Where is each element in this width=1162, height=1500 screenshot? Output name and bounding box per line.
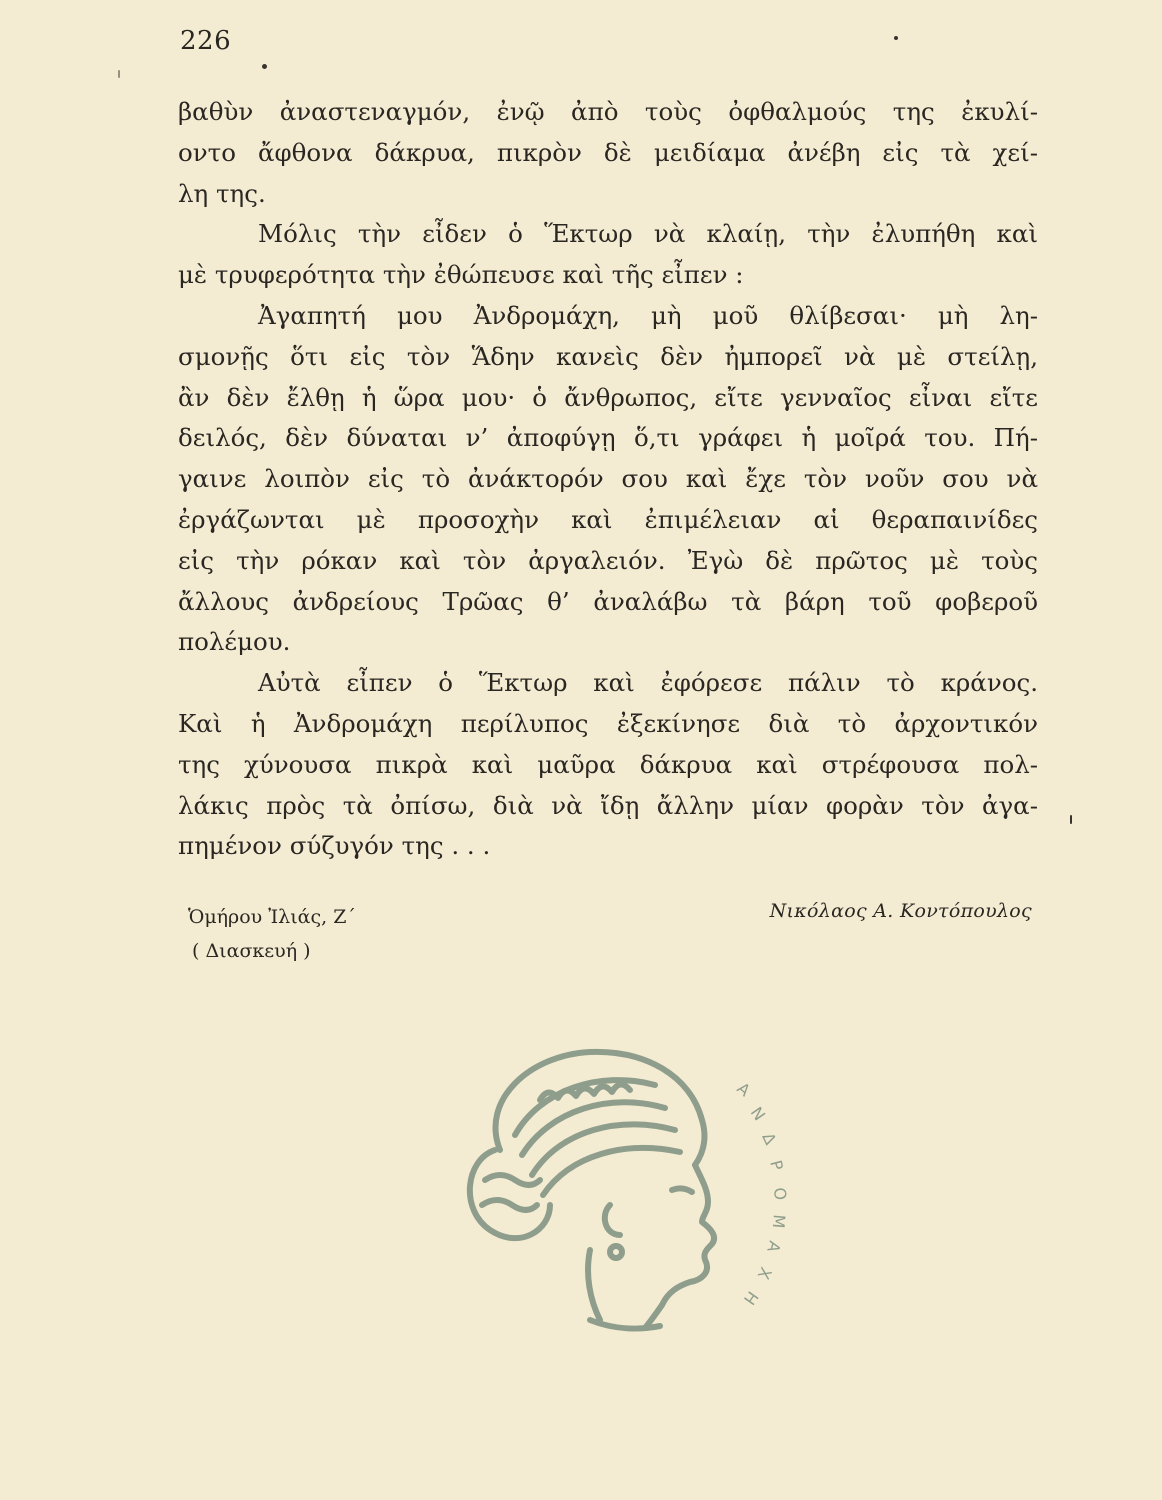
ink-speck (1070, 815, 1072, 824)
text-line: πημένον σύζυγόν της . . . (178, 831, 491, 861)
text-line: λη της. (178, 178, 266, 208)
ink-speck (894, 36, 898, 40)
text-line: σμονῇς ὅτι εἰς τὸν Ἅδην κανεὶς δὲν ἠμπορεῖ νὰ μὲ στείλῃ, (178, 341, 1038, 371)
andromache-profile-illustration (440, 1030, 800, 1340)
text-line: ἐργάζωνται μὲ προσοχὴν καὶ ἐπιμέλειαν αἱ θεραπαινίδες (178, 504, 1038, 534)
text-line: γαινε λοιπὸν εἰς τὸ ἀνάκτορόν σου καὶ ἔχε τὸν νοῦν σου νὰ (178, 464, 1038, 494)
text-line: πολέμου. (178, 627, 291, 657)
svg-text:Ν: Ν (746, 1103, 770, 1125)
text-line: Ἀγαπητή μου Ἀνδρομάχη, μὴ μοῦ θλίβεσαι· μὴ λη- (258, 300, 1038, 330)
svg-text:Α: Α (733, 1078, 755, 1101)
text-line: λάκις πρὸς τὰ ὀπίσω, διὰ νὰ ἴδῃ ἄλλην μίαν φορὰν τὸν ἀγα- (178, 790, 1038, 820)
text-line: ἄλλους ἀνδρείους Τρῶας θ’ ἀναλάβω τὰ βάρη τοῦ φοβεροῦ (178, 586, 1038, 616)
text-line: δειλός, δὲν δύναται ν’ ἀποφύγῃ ὅ,τι γράφει ἡ μοῖρά του. Πή- (178, 423, 1038, 453)
text-line: Αὐτὰ εἶπεν ὁ Ἕκτωρ καὶ ἐφόρεσε πάλιν τὸ κράνος. (258, 668, 1038, 698)
svg-text:Χ: Χ (753, 1264, 776, 1283)
face-profile (662, 1165, 714, 1305)
text-line: ἂν δὲν ἔλθῃ ἡ ὥρα μου· ὁ ἄνθρωπος, εἴτε γενναῖος εἶναι εἴτε (178, 382, 1038, 412)
text-line: οντο ἄφθονα δάκρυα, πικρὸν δὲ μειδίαμα ἀνέβη εἰς τὰ χεί- (178, 137, 1038, 167)
svg-text:Ρ: Ρ (766, 1158, 787, 1173)
ink-speck (118, 70, 120, 78)
svg-text:Η: Η (739, 1287, 763, 1309)
svg-text:Ο: Ο (770, 1186, 791, 1201)
svg-text:Μ: Μ (768, 1213, 789, 1230)
text-line: βαθὺν ἀναστεναγμόν, ἐνῷ ἀπὸ τοὺς ὀφθαλμούς της ἐκυλί- (178, 97, 1038, 126)
text-line: μὲ τρυφερότητα τὴν ἐθώπευσε καὶ τῆς εἶπεν : (178, 260, 744, 290)
ink-speck (262, 64, 267, 69)
source-title: Ὁμήρου Ἰλιάς, Ζ΄ (188, 906, 356, 928)
body-text (178, 92, 1038, 867)
author-signature: Νικόλαος Α. Κοντόπουλος (769, 900, 1032, 922)
page-number: 226 (180, 26, 232, 56)
source-citation (188, 900, 356, 968)
text-line: Μόλις τὴν εἶδεν ὁ Ἕκτωρ νὰ κλαίῃ, τὴν ἐλυπήθη καὶ (258, 219, 1038, 249)
text-line: Καὶ ἡ Ἀνδρομάχη περίλυπος ἐξεκίνησε διὰ τὸ ἀρχοντικόν (178, 708, 1038, 738)
source-note: ( Διασκευή ) (192, 940, 311, 962)
text-line: της χύνουσα πικρὰ καὶ μαῦρα δάκρυα καὶ στρέφουσα πολ- (178, 749, 1038, 779)
text-line: εἰς τὴν ρόκαν καὶ τὸν ἀργαλειόν. Ἐγὼ δὲ πρῶτος μὲ τοὺς (178, 545, 1038, 575)
svg-text:Α: Α (763, 1238, 785, 1255)
svg-text:Δ: Δ (758, 1129, 781, 1148)
